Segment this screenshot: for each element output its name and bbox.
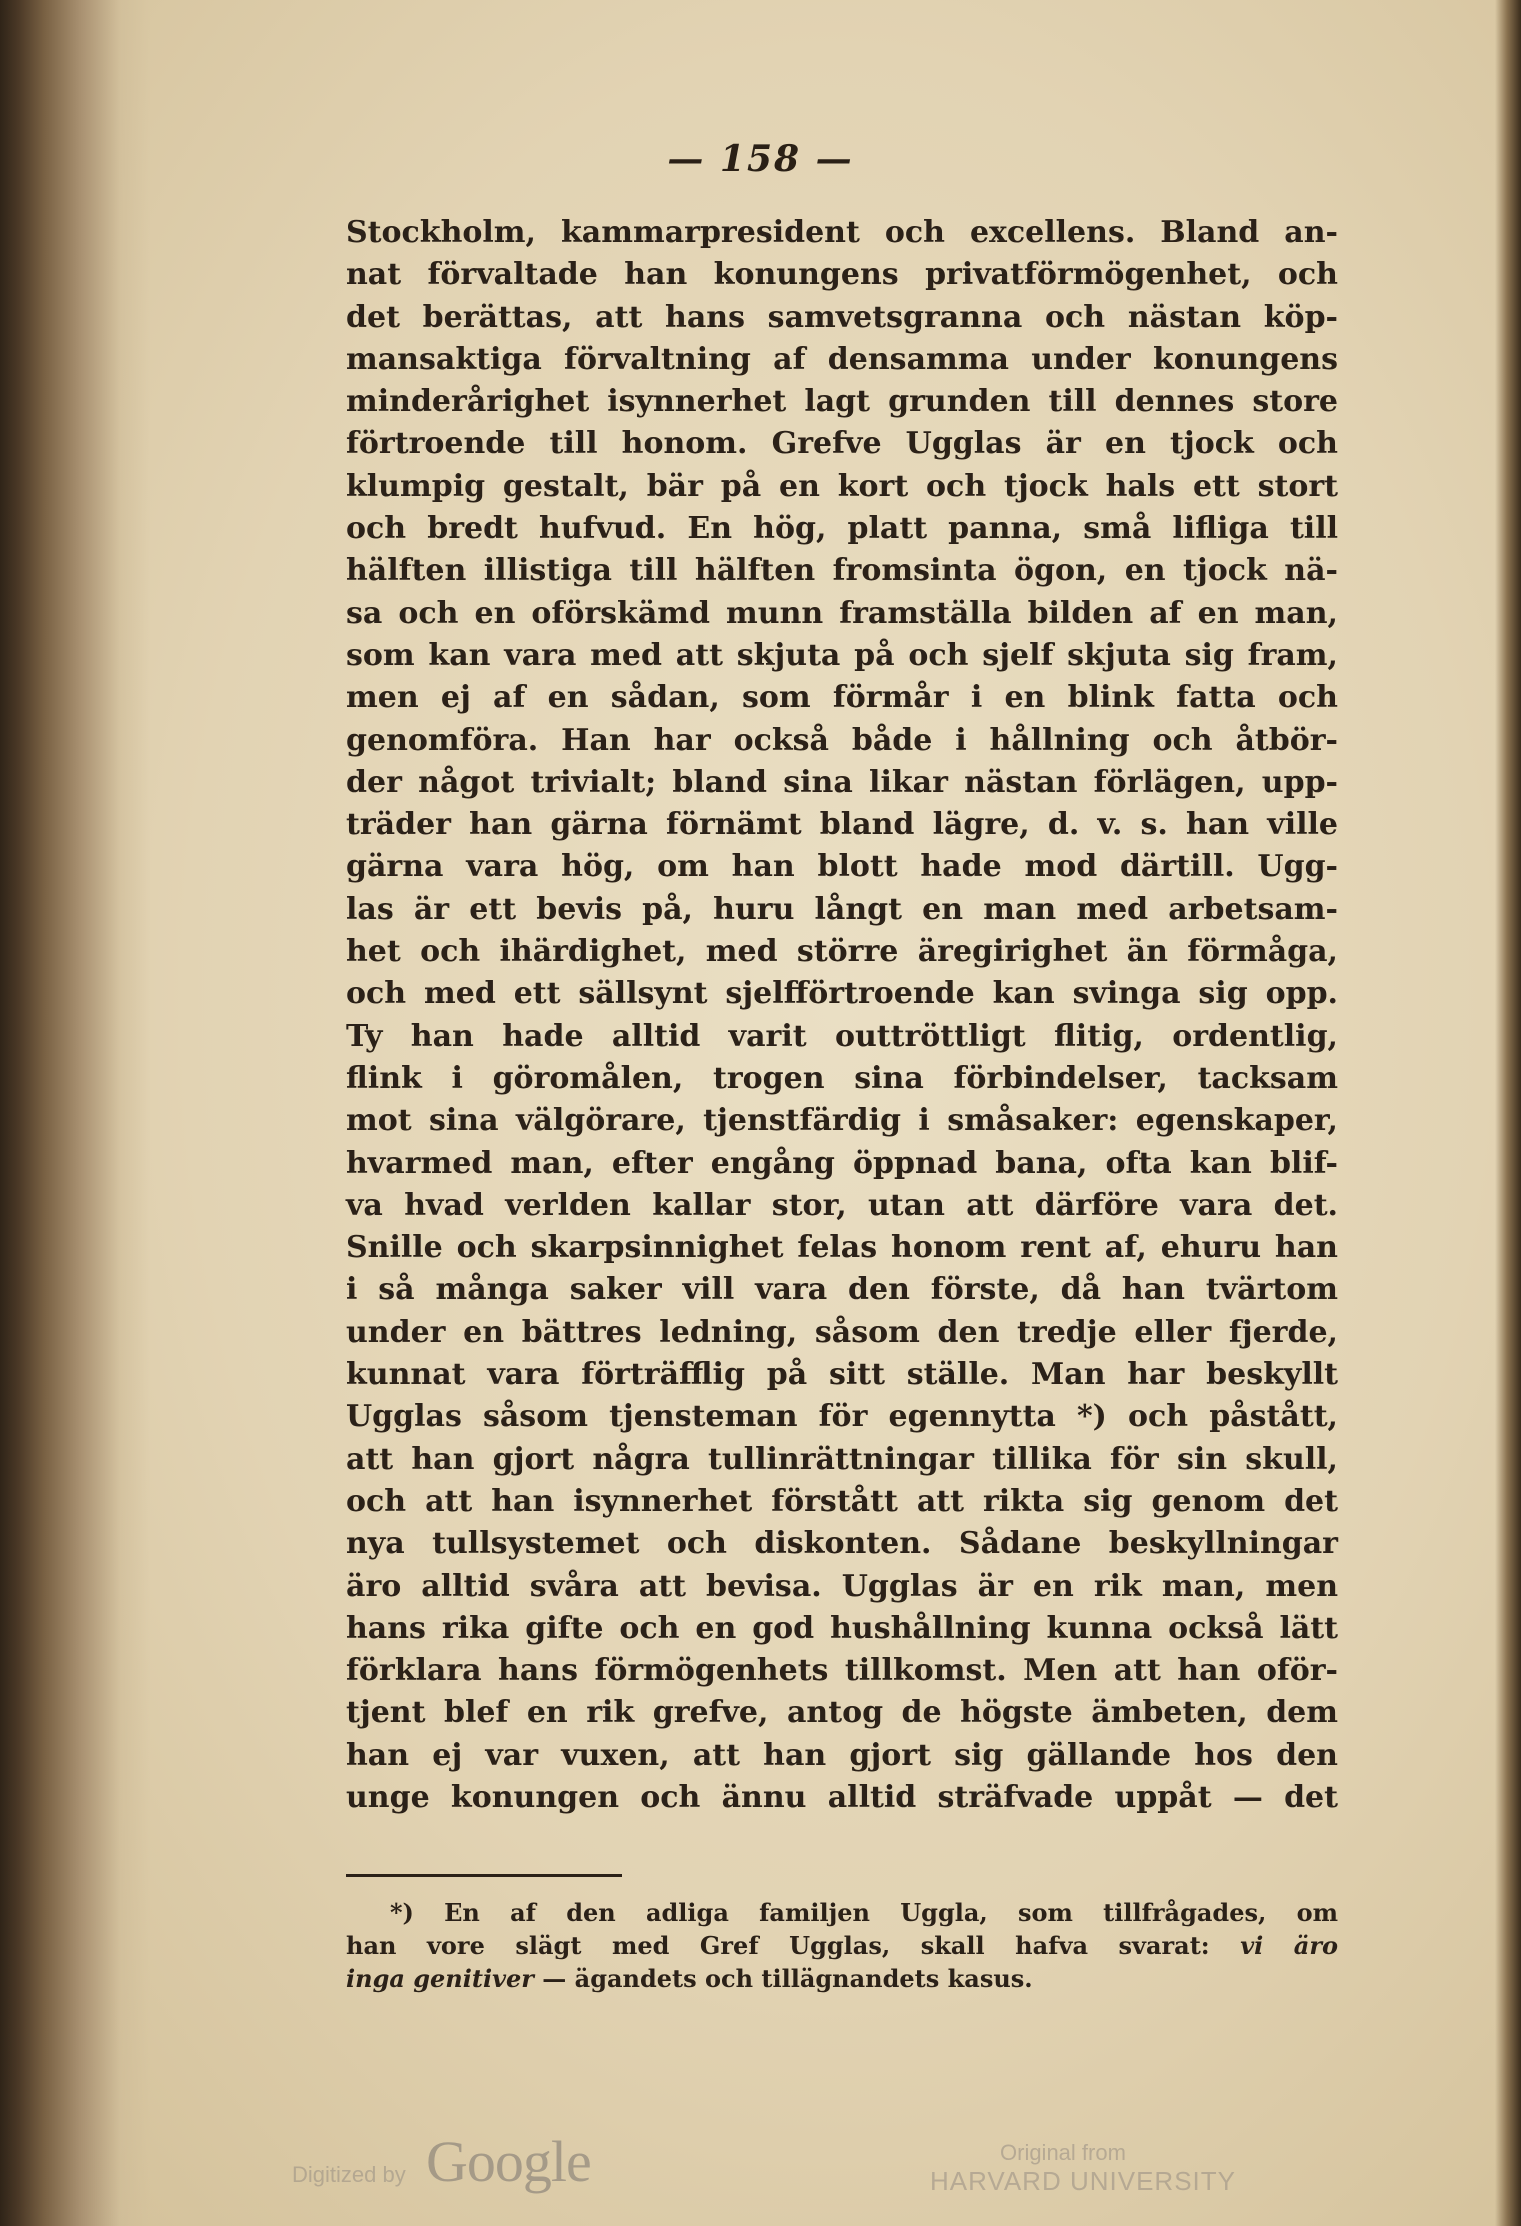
text-line: och att han isynnerhet förstått att rikta sig genom det	[346, 1483, 1338, 1519]
text-line: hans rika gifte och en god hushållning kunna också lätt	[346, 1610, 1338, 1646]
text-line: han ej var vuxen, att han gjort sig gällande hos den	[346, 1737, 1338, 1773]
text-line: träder han gärna förnämt bland lägre, d. v. s. han ville	[346, 807, 1338, 843]
text-line: Snille och skarpsinnighet felas honom rent af, ehuru han	[346, 1230, 1338, 1266]
text-line: sa och en oförskämd munn framställa bilden af en man,	[346, 595, 1338, 631]
footnote-emphasis: inga genitiver	[346, 1964, 534, 1993]
text-line: men ej af en sådan, som förmår i en blink fatta och	[346, 680, 1338, 716]
text-line: förklara hans förmögenhets tillkomst. Men att han oför-	[346, 1653, 1338, 1689]
footnote-text: — ägandets och tillägnandets kasus.	[533, 1964, 1033, 1993]
text-line: het och ihärdighet, med större äregirighet än förmåga,	[346, 934, 1338, 970]
footnote-text: han vore slägt med Gref Ugglas, skall hafva svarat:	[346, 1931, 1210, 1960]
text-line: och bredt hufvud. En hög, platt panna, små lifliga till	[346, 511, 1338, 547]
text-line: las är ett bevis på, huru långt en man med arbetsam-	[346, 891, 1338, 927]
institution-label: HARVARD UNIVERSITY	[930, 2166, 1236, 2196]
text-line: tjent blef en rik grefve, antog de högste ämbeten, dem	[346, 1695, 1338, 1731]
text-line: förtroende till honom. Grefve Ugglas är en tjock och	[346, 426, 1338, 462]
text-line: Ugglas såsom tjensteman för egennytta *) och påstått,	[346, 1399, 1338, 1435]
google-logo: Google	[426, 2129, 591, 2194]
text-line: Stockholm, kammarpresident och excellens. Bland an-	[346, 215, 1338, 250]
book-binding-shadow	[0, 0, 150, 2226]
page-number: — 158 —	[667, 138, 854, 180]
text-line: som kan vara med att skjuta på och sjelf skjuta sig fram,	[346, 637, 1338, 673]
text-line: i så många saker vill vara den förste, då han tvärtom	[346, 1272, 1338, 1308]
page-edge-shadow	[1495, 0, 1521, 2226]
text-line: der något trivialt; bland sina likar nästan förlägen, upp-	[346, 764, 1338, 800]
text-line: äro alltid svåra att bevisa. Ugglas är en rik man, men	[346, 1568, 1338, 1604]
footnote-emphasis: vi äro	[1240, 1931, 1338, 1960]
footnote	[346, 1896, 1338, 1995]
footnote-line	[346, 1929, 1338, 1962]
text-line: minderårighet isynnerhet lagt grunden till dennes store	[346, 384, 1338, 420]
text-line: Ty han hade alltid varit outtröttligt flitig, ordentlig,	[346, 1018, 1338, 1054]
footnote-line	[346, 1962, 1338, 1995]
text-line: mansaktiga förvaltning af densamma under konungens	[346, 341, 1338, 377]
text-line: det berättas, att hans samvetsgranna och nästan köp-	[346, 299, 1338, 335]
digitized-by-label: Digitized by	[292, 2162, 406, 2187]
text-line: gärna vara hög, om han blott hade mod därtill. Ugg-	[346, 849, 1338, 885]
text-line: hälften illistiga till hälften fromsinta ögon, en tjock nä-	[346, 553, 1338, 589]
original-from-label: Original from	[1000, 2140, 1126, 2165]
text-line: mot sina välgörare, tjenstfärdig i småsaker: egenskaper,	[346, 1103, 1338, 1139]
text-line: hvarmed man, efter engång öppnad bana, ofta kan blif-	[346, 1145, 1338, 1181]
text-line: nat förvaltade han konungens privatförmögenhet, och	[346, 257, 1338, 293]
body-text	[346, 212, 1338, 1819]
text-line: och med ett sällsynt sjelfförtroende kan svinga sig opp.	[346, 976, 1338, 1012]
footnote-line: *) En af den adliga familjen Uggla, som tillfrågades, om	[390, 1898, 1338, 1927]
text-line: nya tullsystemet och diskonten. Sådane beskyllningar	[346, 1526, 1338, 1562]
text-line: va hvad verlden kallar stor, utan att därföre vara det.	[346, 1187, 1338, 1223]
text-line: kunnat vara förträfflig på sitt ställe. Man har beskyllt	[346, 1357, 1338, 1393]
text-line: flink i göromålen, trogen sina förbindelser, tacksam	[346, 1060, 1338, 1096]
footnote-divider	[346, 1874, 622, 1877]
text-line: genomföra. Han har också både i hållning och åtbör-	[346, 722, 1338, 758]
text-line: under en bättres ledning, såsom den tredje eller fjerde,	[346, 1314, 1338, 1350]
text-line: klumpig gestalt, bär på en kort och tjock hals ett stort	[346, 468, 1338, 504]
text-line: att han gjort några tullinrättningar tillika för sin skull,	[346, 1441, 1338, 1477]
text-line: unge konungen och ännu alltid sträfvade uppåt — det	[346, 1779, 1338, 1815]
